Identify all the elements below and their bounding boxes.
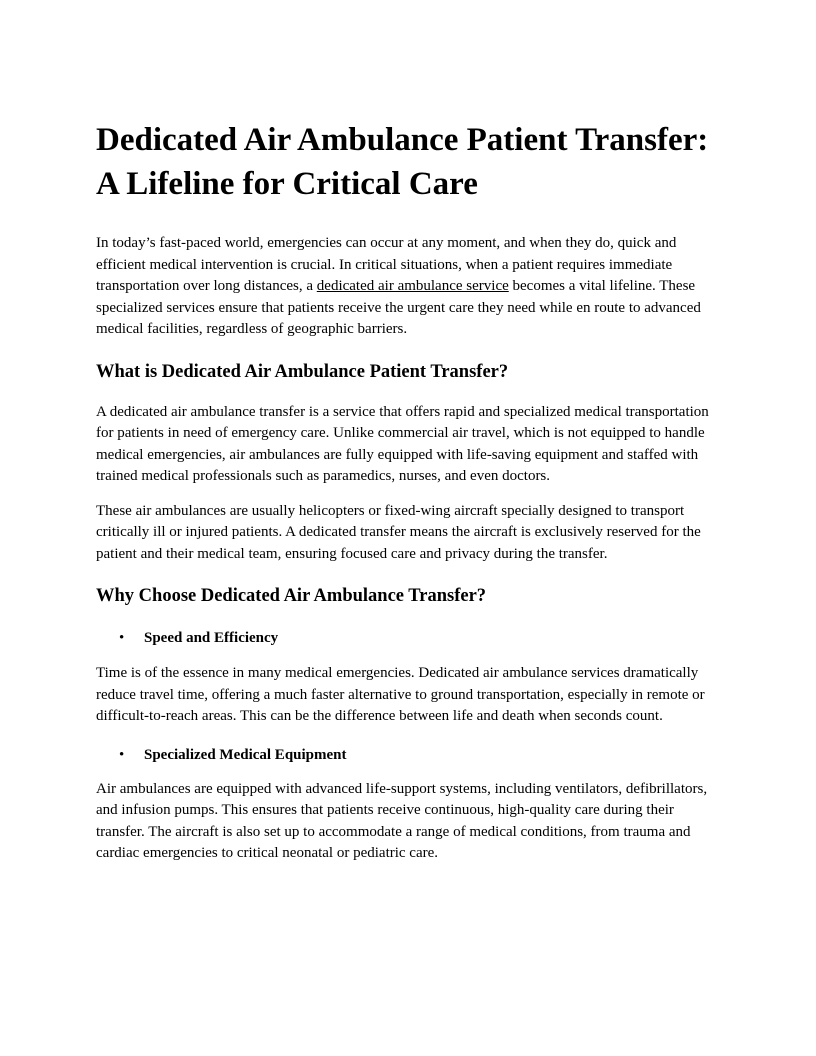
list-item-label: Speed and Efficiency [144, 630, 279, 646]
document-page [96, 118, 720, 865]
equipment-paragraph: Air ambulances are equipped with advanced life-support systems, including ventilators, defibrillators, and infusion pumps. This ensures that patients receive continuous, high-quality care during their transfer. The aircraft is also set up to accommodate a range of medical conditions, from trauma and cardiac emergencies to critical neonatal or pediatric care. [96, 780, 708, 861]
bullet-icon: • [119, 746, 125, 763]
air-ambulance-service-link[interactable]: dedicated air ambulance service [316, 278, 509, 294]
title-line-1: Dedicated Air Ambulance Patient Transfer: [96, 122, 709, 158]
intro-text-before-link: In today’s fast-paced world, emergencies can occur at any moment, and when they do, quick and efficient medical intervention is crucial. In critical situations, when a patient requires immediate transportation over long distances, a [96, 235, 677, 294]
speed-paragraph: Time is of the essence in many medical emergencies. Dedicated air ambulance services dramatically reduce travel time, offering a much faster alternative to ground transportation, especially in remote or difficult-to-reach areas. This can be the difference between life and death when seconds count. [96, 665, 705, 724]
list-item-equipment [96, 745, 720, 766]
title-line-2: A Lifeline for Critical Care [96, 166, 478, 202]
list-item-speed [96, 628, 720, 649]
list-item-label: Specialized Medical Equipment [144, 746, 347, 763]
benefit-list-2 [96, 745, 720, 766]
aircraft-paragraph: These air ambulances are usually helicopters or fixed-wing aircraft specially designed to transport critically ill or injured patients. A dedicated transfer means the aircraft is exclusively reserved for the patient and their medical team, ensuring focused care and privacy during the transfer. [96, 502, 701, 562]
bullet-icon: • [119, 630, 125, 646]
definition-paragraph: A dedicated air ambulance transfer is a service that offers rapid and specialized medical transportation for patients in need of emergency care. Unlike commercial air travel, which is not equipped to handle medical emergencies, air ambulances are fully equipped with life-saving equipment and staffed with trained medical professionals such as paramedics, nurses, and even doctors. [96, 403, 709, 484]
intro-paragraph [96, 233, 720, 341]
section-heading-why-choose: Why Choose Dedicated Air Ambulance Transfer? [96, 586, 487, 606]
document-title [96, 118, 720, 206]
section-heading-what-is: What is Dedicated Air Ambulance Patient Transfer? [96, 361, 509, 382]
intro-text-after-link: becomes a vital lifeline. These specialized services ensure that patients receive the urgent care they need while en route to advanced medical facilities, regardless of geographic barriers. [96, 278, 701, 337]
benefit-list-1 [96, 628, 720, 649]
